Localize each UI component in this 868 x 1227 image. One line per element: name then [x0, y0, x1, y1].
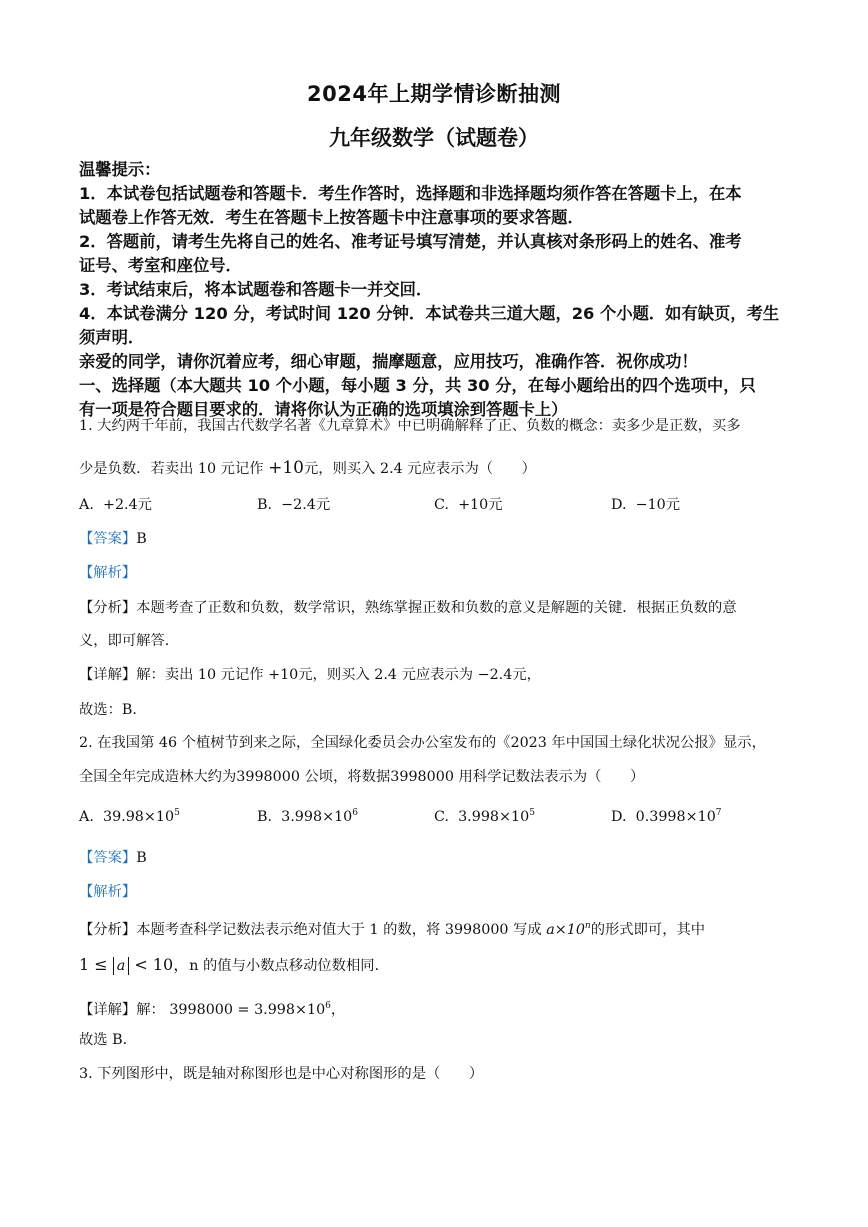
section-heading: 一、选择题（本大题共 10 个小题，每小题 3 分，共 30 分，在每小题给出的四个选项中，只 — [79, 376, 756, 395]
detail-tag: 【详解】 — [79, 667, 137, 683]
q1-stem-line1: 1. 大约两千年前，我国古代数学名著《九章算术》中已明确解释了正、负数的概念：卖多少是正数，买多 — [79, 418, 741, 434]
answer-tag: 【答案】 — [79, 531, 137, 547]
q1-stem-math: +10 — [268, 458, 304, 478]
q2-option-d[interactable]: D. $0.3998\times 10^7$ — [611, 808, 722, 825]
q2-detail: 【详解】解： $3998000 = 3.998\times 10^6$， — [79, 1001, 346, 1018]
q1-options — [79, 494, 794, 518]
q1-conclusion: 故选：B． — [79, 702, 147, 718]
q2-stem-line1: 2. 在我国第 46 个植树节到来之际，全国绿化委员会办公室发布的《2023 年中国国土绿化状况公报》显示， — [79, 735, 766, 751]
q1-fenxi-line2: 义，即可解答． — [79, 633, 180, 649]
notice-line: 2．答题前，请考生先将自己的姓名、准考证号填写清楚，并认真核对条形码上的姓名、准考 — [79, 232, 742, 251]
q1-option-c[interactable]: C. +10元 — [434, 497, 503, 513]
notice-heading: 温馨提示： — [79, 160, 161, 179]
notice-line: 须声明． — [79, 328, 145, 347]
q2-option-a[interactable]: A. $39.98\times 10^5$ — [79, 808, 180, 825]
q1-detail: 【详解】解：卖出 10 元记作 +10元，则买入 2.4 元应表示为 −2.4元， — [79, 667, 541, 683]
q2-fenxi-line1: 【分析】本题考查科学记数法表示绝对值大于 1 的数，将 3998000 写成 $a\times 10^n$的形式即可，其中 — [79, 921, 706, 938]
abs-value: a — [113, 957, 130, 975]
q2-stem-line2: 全国全年完成造林大约为3998000 公顷，将数据3998000 用科学记数法表示为（ ） — [79, 769, 645, 785]
q2-options — [79, 808, 794, 832]
q2-fenxi-line2: 1 ≤ a < 10，n 的值与小数点移动位数相同． — [79, 955, 389, 974]
q1-stem-text-end: 元，则买入 2.4 元应表示为（ ） — [303, 461, 536, 477]
answer-value: B — [136, 531, 147, 547]
fenxi-tag: 【分析】 — [79, 600, 137, 616]
q1-option-a[interactable]: A. +2.4元 — [79, 497, 152, 513]
notice-line: 证号、考室和座位号． — [79, 256, 242, 275]
q2-conclusion: 故选 B． — [79, 1032, 137, 1048]
q2-analysis-tag: 【解析】 — [79, 884, 137, 900]
answer-tag: 【答案】 — [79, 850, 137, 866]
q2-answer — [79, 846, 794, 870]
notice-line: 1．本试卷包括试题卷和答题卡．考生作答时，选择题和非选择题均须作答在答题卡上，在本 — [79, 184, 742, 203]
q1-fenxi-line1: 【分析】本题考查了正数和负数，数学常识，熟练掌握正数和负数的意义是解题的关键．根据正负数的意 — [79, 600, 737, 616]
detail-tag: 【详解】 — [79, 1002, 137, 1018]
notice-line: 3．考试结束后，将本试题卷和答题卡一并交回． — [79, 280, 433, 299]
q2-option-c[interactable]: C. $3.998\times 10^5$ — [434, 808, 535, 825]
q1-analysis-tag: 【解析】 — [79, 565, 137, 581]
q1-stem-text: 少是负数．若卖出 10 元记作 — [79, 461, 269, 477]
q1-stem-line2 — [79, 456, 794, 481]
q2-option-b[interactable]: B. $3.998\times 10^6$ — [257, 808, 358, 825]
encouragement-line: 亲爱的同学，请你沉着应考，细心审题，揣摩题意，应用技巧，准确作答．祝你成功！ — [79, 352, 698, 371]
fenxi-tag: 【分析】 — [79, 922, 137, 938]
answer-value: B — [136, 850, 147, 866]
q1-answer — [79, 527, 794, 551]
q3-stem-line1: 3. 下列图形中，既是轴对称图形也是中心对称图形的是（ ） — [79, 1066, 484, 1082]
exam-title: 2024年上期学情诊断抽测 — [307, 82, 561, 106]
q1-option-d[interactable]: D. −10元 — [611, 497, 681, 513]
exam-subtitle: 九年级数学（试题卷） — [329, 126, 539, 150]
notice-line: 试题卷上作答无效．考生在答题卡上按答题卡中注意事项的要求答题． — [79, 208, 584, 227]
q1-option-b[interactable]: B. −2.4元 — [257, 497, 331, 513]
section-heading-cont: 有一项是符合题目要求的．请将你认为正确的选项填涂到答题卡上） — [79, 400, 568, 419]
notice-line: 4．本试卷满分 120 分，考试时间 120 分钟．本试卷共三道大题，26 个小题．如有缺页，考生 — [79, 304, 780, 323]
